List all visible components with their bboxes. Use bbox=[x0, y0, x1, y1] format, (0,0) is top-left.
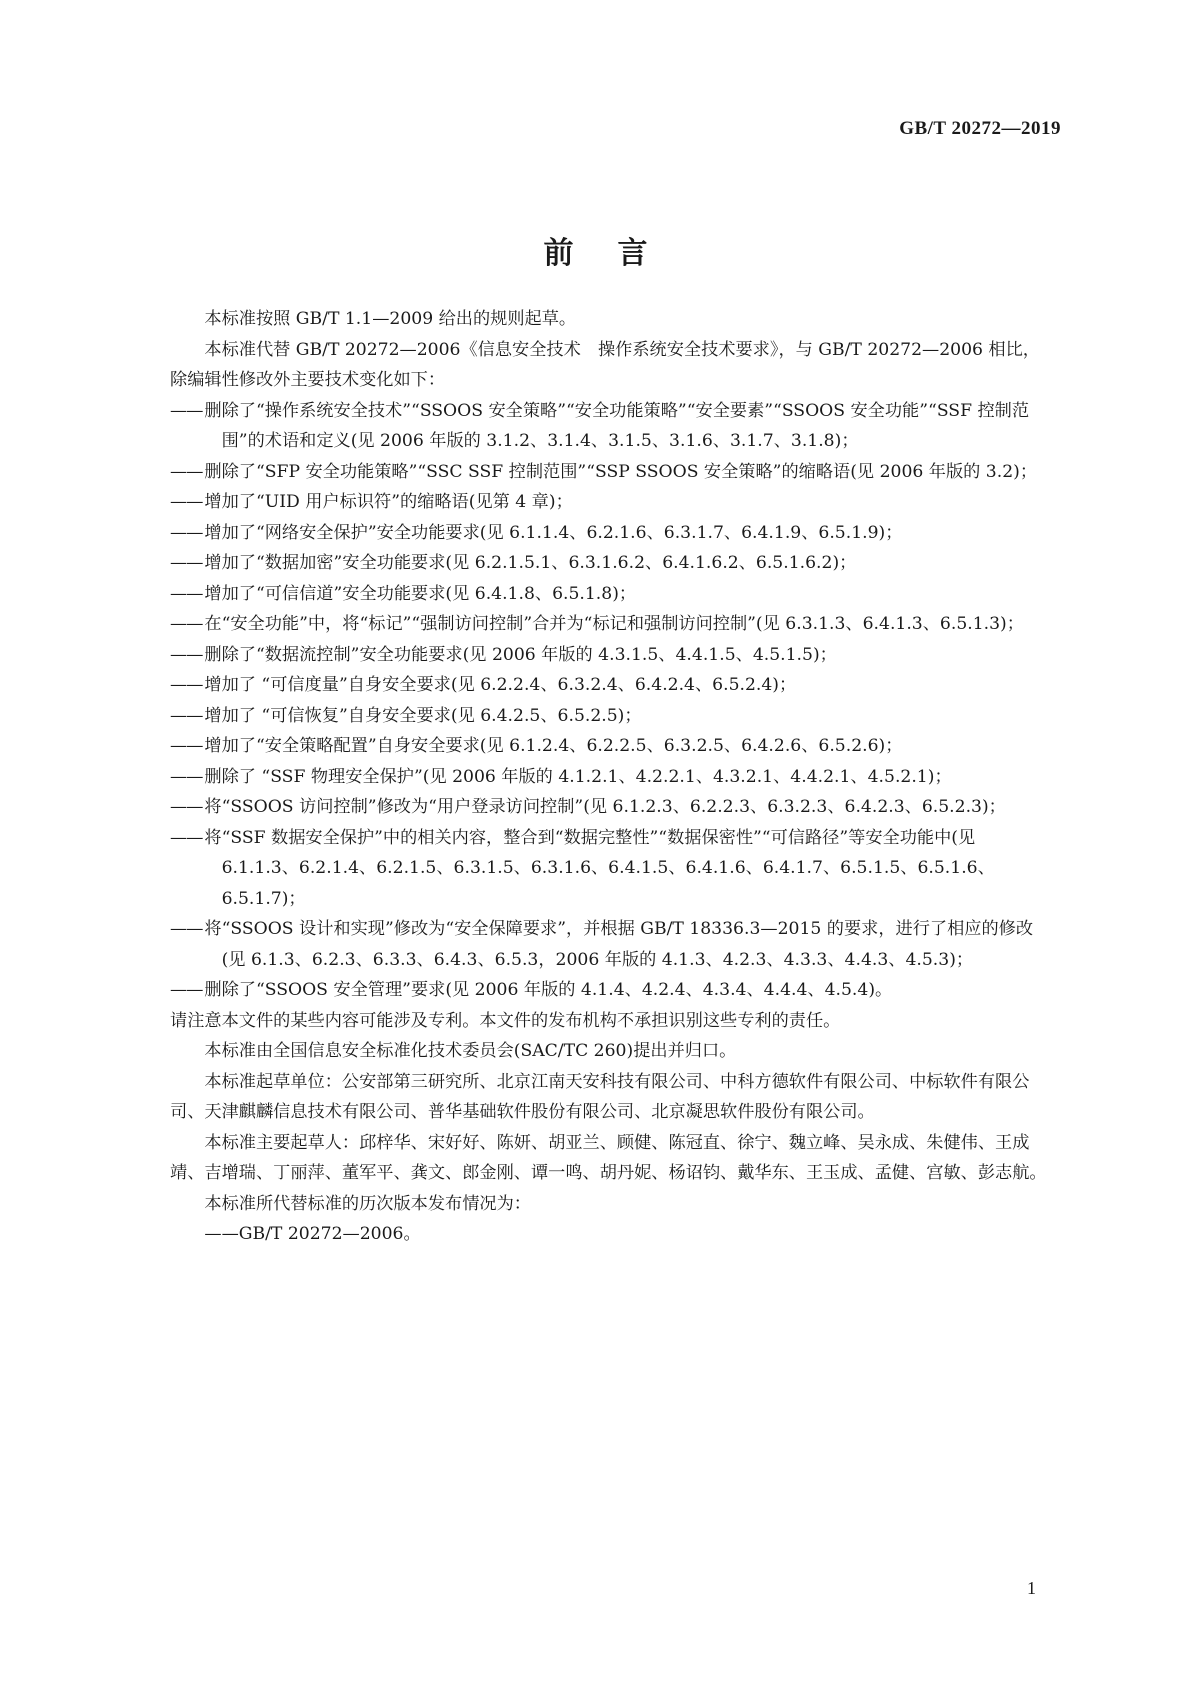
dash-marker: —— bbox=[170, 705, 203, 726]
dash-marker: —— bbox=[170, 614, 203, 634]
list-item-text: 增加了 “可信度量”自身安全要求(见 6.2.2.4、6.3.2.4、6.4.2.4、6.5.2.4)； bbox=[204, 675, 797, 695]
dash-marker: —— bbox=[170, 766, 203, 787]
page-title: 前言 bbox=[543, 236, 692, 271]
dash-marker: —— bbox=[170, 675, 203, 695]
dash-marker: —— bbox=[170, 919, 203, 939]
list-item bbox=[170, 518, 1050, 549]
list-item-text: 增加了“可信信道”安全功能要求(见 6.4.1.8、6.5.1.8)； bbox=[204, 583, 637, 604]
dash-marker: —— bbox=[170, 522, 203, 543]
paragraph: 本标准主要起草人：邱梓华、宋好好、陈妍、胡亚兰、顾健、陈冠直、徐宁、魏立峰、吴永成、朱健伟、王成靖、吉增瑞、丁丽萍、董军平、龚文、郎金刚、谭一鸣、胡丹妮、杨诏钧、戴华东、王玉成、孟健、宫敏、彭志航。 bbox=[170, 1132, 1047, 1183]
list-item-text: 增加了“网络安全保护”安全功能要求(见 6.1.1.4、6.2.1.6、6.3.1.7、6.4.1.9、6.5.1.9)； bbox=[204, 522, 903, 543]
list-item bbox=[170, 579, 1050, 610]
page-number: 1 bbox=[1027, 1578, 1036, 1598]
dash-marker: —— bbox=[170, 797, 203, 817]
list-item-text: 将“SSOOS 设计和实现”修改为“安全保障要求”，并根据 GB/T 18336.3—2015 的要求，进行了相应的修改(见 6.1.3、6.2.3、6.3.3、6.4.3、6.5.3，2006 年版的 4.1.3、4.2.3、4.3.3、4.4.3、4.5.3)； bbox=[204, 919, 1034, 970]
list-item bbox=[170, 670, 1050, 701]
list-item-text: 增加了“安全策略配置”自身安全要求(见 6.1.2.4、6.2.2.5、6.3.2.5、6.4.2.6、6.5.2.6)； bbox=[204, 736, 903, 756]
dash-marker: —— bbox=[170, 980, 203, 1000]
list-item bbox=[170, 701, 1050, 732]
patent-note: 请注意本文件的某些内容可能涉及专利。本文件的发布机构不承担识别这些专利的责任。 bbox=[170, 1010, 841, 1031]
paragraph: 本标准由全国信息安全标准化技术委员会(SAC/TC 260)提出并归口。 bbox=[204, 1041, 737, 1061]
dash-marker: —— bbox=[170, 461, 203, 482]
paragraph: 本标准所代替标准的历次版本发布情况为： bbox=[204, 1193, 531, 1214]
list-item bbox=[170, 731, 1050, 762]
paragraph: 本标准按照 GB/T 1.1—2009 给出的规则起草。 bbox=[204, 309, 577, 329]
list-item bbox=[170, 457, 1050, 488]
dash-marker: —— bbox=[170, 400, 203, 421]
list-item-text: 增加了“数据加密”安全功能要求(见 6.2.1.5.1、6.3.1.6.2、6.4.1.6.2、6.5.1.6.2)； bbox=[204, 553, 857, 573]
dash-marker: —— bbox=[170, 492, 203, 512]
dash-marker: —— bbox=[170, 583, 203, 604]
list-item bbox=[170, 914, 1050, 975]
paragraph: 本标准起草单位：公安部第三研究所、北京江南天安科技有限公司、中科方德软件有限公司、中标软件有限公司、天津麒麟信息技术有限公司、普华基础软件股份有限公司、北京凝思软件股份有限公司。 bbox=[170, 1071, 1030, 1122]
list-item-text: 删除了“SFP 安全功能策略”“SSC SSF 控制范围”“SSP SSOOS 安全策略”的缩略语(见 2006 年版的 3.2)； bbox=[204, 461, 1038, 482]
list-item bbox=[170, 823, 1050, 915]
history-item-text: GB/T 20272—2006。 bbox=[238, 1224, 421, 1244]
list-item-text: 将“SSOOS 访问控制”修改为“用户登录访问控制”(见 6.1.2.3、6.2.2.3、6.3.2.3、6.4.2.3、6.5.2.3)； bbox=[204, 797, 1006, 817]
list-item bbox=[170, 762, 1050, 793]
list-item bbox=[170, 487, 1050, 518]
list-item-text: 增加了“UID 用户标识符”的缩略语(见第 4 章)； bbox=[204, 492, 573, 512]
list-item-text: 在“安全功能”中，将“标记”“强制访问控制”合并为“标记和强制访问控制”(见 6.3.1.3、6.4.1.3、6.5.1.3)； bbox=[204, 614, 1024, 634]
dash-marker: —— bbox=[204, 1224, 239, 1244]
history-item bbox=[170, 1219, 1050, 1250]
list-item bbox=[170, 548, 1050, 579]
list-item-text: 删除了 “SSF 物理安全保护”(见 2006 年版的 4.1.2.1、4.2.2.1、4.3.2.1、4.4.2.1、4.5.2.1)； bbox=[204, 766, 952, 787]
list-item-text: 增加了 “可信恢复”自身安全要求(见 6.4.2.5、6.5.2.5)； bbox=[204, 705, 642, 726]
foreword-body bbox=[170, 304, 1050, 1250]
dash-marker: —— bbox=[170, 827, 203, 848]
dash-marker: —— bbox=[170, 553, 203, 573]
list-item bbox=[170, 975, 1050, 1006]
list-item bbox=[170, 609, 1050, 640]
standard-code: GB/T 20272—2019 bbox=[899, 118, 1061, 139]
list-item bbox=[170, 792, 1050, 823]
dash-marker: —— bbox=[170, 644, 203, 665]
list-item-text: 删除了“操作系统安全技术”“SSOOS 安全策略”“安全功能策略”“安全要素”“SSOOS 安全功能”“SSF 控制范围”的术语和定义(见 2006 年版的 3.1.2、3.1.4、3.1.5、3.1.6、3.1.7、3.1.8)； bbox=[204, 400, 1030, 451]
list-item bbox=[170, 640, 1050, 671]
changes-list bbox=[170, 396, 1050, 1006]
list-item-text: 删除了“数据流控制”安全功能要求(见 2006 年版的 4.3.1.5、4.4.1.5、4.5.1.5)； bbox=[204, 644, 837, 665]
list-item-text: 删除了“SSOOS 安全管理”要求(见 2006 年版的 4.1.4、4.2.4、4.3.4、4.4.4、4.5.4)。 bbox=[204, 980, 893, 1000]
paragraph: 本标准代替 GB/T 20272—2006《信息安全技术 操作系统安全技术要求》，与 GB/T 20272—2006 相比，除编辑性修改外主要技术变化如下： bbox=[170, 339, 1040, 390]
dash-marker: —— bbox=[170, 736, 203, 756]
list-item-text: 将“SSF 数据安全保护”中的相关内容，整合到“数据完整性”“数据保密性”“可信路径”等安全功能中(见 6.1.1.3、6.2.1.4、6.2.1.5、6.3.1.5、6.3.1.6、6.4.1.5、6.4.1.6、6.4.1.7、6.5.1.5、6.5.1.6、6.5.1.7)； bbox=[204, 827, 995, 909]
list-item bbox=[170, 396, 1050, 457]
